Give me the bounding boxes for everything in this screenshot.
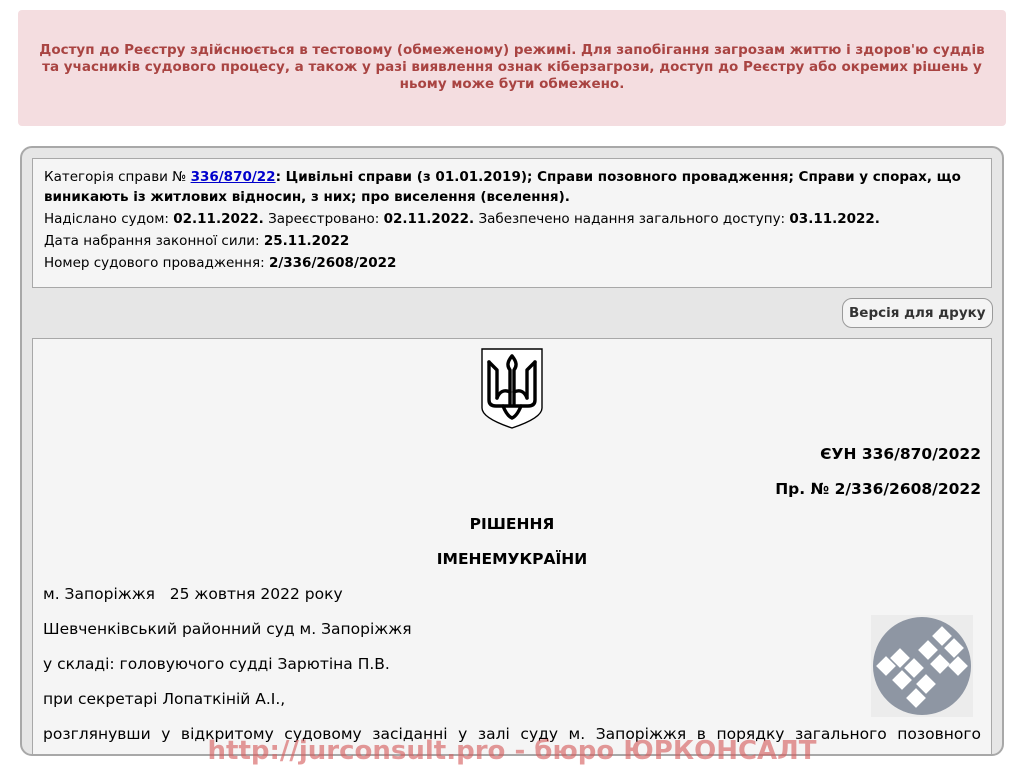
proceeding-number: 2/336/2608/2022 bbox=[268, 255, 397, 271]
sent-date: 02.11.2022. bbox=[173, 211, 264, 227]
dates-line bbox=[44, 209, 980, 229]
court-composition: у складі: головуючого судді Зарютіна П.В. bbox=[43, 655, 390, 673]
decision-subtitle: ІМЕНЕМУКРАЇНИ bbox=[436, 550, 588, 568]
place-and-date: м. Запоріжжя 25 жовтня 2022 року bbox=[43, 585, 343, 603]
considering-paragraph: розглянувши у відкритому судовому засіданні у залі суду м. Запоріжжя в порядку загального позовного bbox=[43, 725, 981, 743]
proceeding-reference: Пр. № 2/336/2608/2022 bbox=[775, 480, 981, 498]
case-category-line bbox=[44, 167, 980, 207]
watermark-text: http://jurconsult.pro - бюро ЮРКОНСАЛТ bbox=[207, 736, 817, 766]
access-notice-text: Доступ до Реєстру здійснюється в тестовому (обмеженому) режимі. Для запобігання загрозам життю і здоров'ю суддів та учасників судового процесу, а також у разі виявлення ознак кіберзагрози, доступ до Реєстру або окремих рішень у ньому може бути обмежено. bbox=[39, 42, 985, 92]
proceeding-line bbox=[44, 253, 980, 273]
category-label: Категорія справи № bbox=[44, 169, 187, 185]
registered-label: Зареєстровано: bbox=[268, 211, 380, 227]
access-notice-banner bbox=[18, 10, 1006, 126]
ukraine-trident-emblem-icon bbox=[481, 348, 543, 429]
case-number-link[interactable]: 336/870/22 bbox=[190, 169, 276, 185]
decision-document bbox=[32, 338, 992, 756]
document-frame bbox=[20, 146, 1004, 756]
sent-label: Надіслано судом: bbox=[44, 211, 169, 227]
proceeding-label: Номер судового провадження: bbox=[44, 255, 265, 271]
eun-number: ЄУН 336/870/2022 bbox=[820, 445, 981, 463]
print-version-button[interactable]: Версія для друку bbox=[842, 298, 993, 328]
category-value: : Цивільні справи (з 01.01.2019); Справи позовного провадження; Справи у спорах, що виникають із житлових відносин, з них; про виселення (вселення). bbox=[44, 169, 961, 205]
effective-date-line bbox=[44, 231, 980, 251]
effective-label: Дата набрання законної сили: bbox=[44, 233, 260, 249]
public-access-label: Забезпечено надання загального доступу: bbox=[478, 211, 786, 227]
registered-date: 02.11.2022. bbox=[383, 211, 475, 227]
court-secretary: при секретарі Лопаткіній А.І., bbox=[43, 690, 286, 708]
case-info-box bbox=[32, 158, 992, 288]
public-access-date: 03.11.2022. bbox=[789, 211, 880, 227]
diamond-pattern-logo-icon bbox=[871, 615, 973, 717]
court-name: Шевченківський районний суд м. Запоріжжя bbox=[43, 620, 412, 638]
decision-title: РІШЕННЯ bbox=[469, 515, 555, 533]
effective-date: 25.11.2022 bbox=[263, 233, 350, 249]
